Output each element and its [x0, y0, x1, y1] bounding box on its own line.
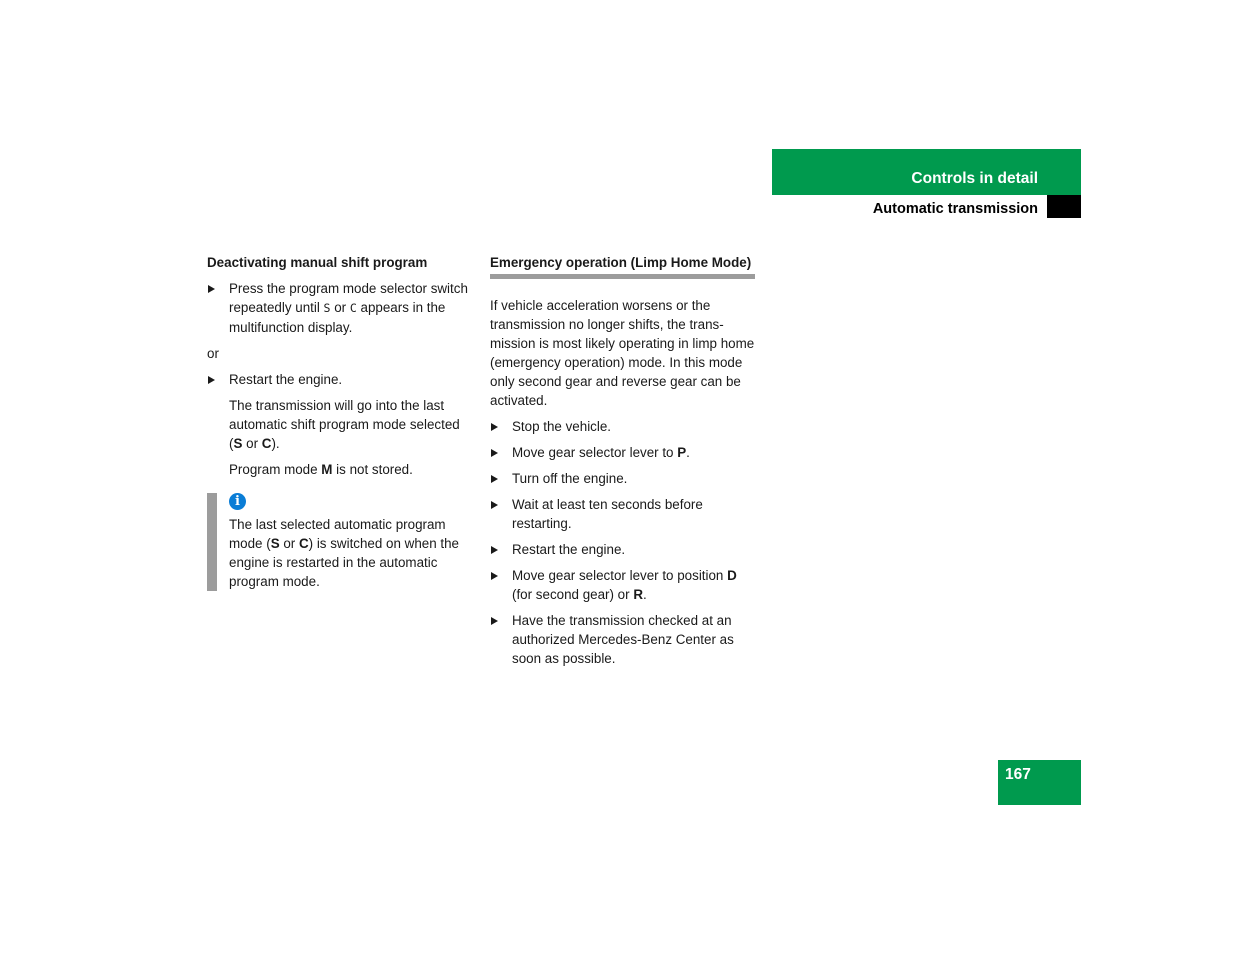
- page-number: 167: [1005, 766, 1031, 783]
- left-heading: Deactivating manual shift program: [207, 255, 428, 270]
- note-bar: [207, 493, 217, 591]
- mid-heading: Emergency operation (Limp Home Mode): [490, 253, 755, 279]
- bullet-arrow-icon: [491, 423, 498, 431]
- left-column: [207, 253, 472, 591]
- step-have-checked: Have the transmission checked at an authorized Mercedes-Benz Center as soon as possible.: [490, 611, 755, 668]
- step-press-selector: Press the program mode selector switch repeatedly until S or C appears in the multifunction display.: [207, 279, 472, 337]
- section-title: Controls in detail: [911, 170, 1038, 187]
- bullet-arrow-icon: [491, 475, 498, 483]
- display-symbol-c: C: [349, 301, 357, 315]
- bullet-arrow-icon: [208, 376, 215, 384]
- mid-intro: If vehicle acceleration worsens or the transmission no longer shifts, the trans-mission is most likely operating in limp home (emergency operation) mode. In this mode only second gear and reverse gear can be activated.: [490, 298, 755, 408]
- result-mode-m: Program mode M is not stored.: [229, 462, 413, 477]
- bullet-arrow-icon: [208, 285, 215, 293]
- or-separator: or: [207, 346, 219, 361]
- step-wait: Wait at least ten seconds before restarting.: [490, 495, 755, 533]
- middle-column: [490, 253, 755, 675]
- subsection-marker: [1047, 195, 1081, 218]
- info-note: [207, 493, 472, 591]
- result-last-mode: The transmission will go into the last automatic shift program mode selected (S or C).: [229, 398, 460, 451]
- note-text: The last selected automatic program mode (S or C) is switched on when the engine is restarted in the automatic program mode.: [229, 517, 460, 589]
- step-turn-off-engine: Turn off the engine.: [490, 469, 755, 488]
- info-icon: i: [229, 493, 246, 510]
- bullet-arrow-icon: [491, 449, 498, 457]
- section-tab: [772, 149, 1081, 195]
- page-number-box: [998, 760, 1081, 805]
- bullet-arrow-icon: [491, 546, 498, 554]
- step-stop-vehicle: Stop the vehicle.: [490, 417, 755, 436]
- bullet-arrow-icon: [491, 501, 498, 509]
- step-restart-engine: Restart the engine.: [207, 370, 472, 389]
- step-lever-p: Move gear selector lever to P.: [490, 443, 755, 462]
- display-symbol-s: S: [323, 301, 331, 315]
- bullet-arrow-icon: [491, 572, 498, 580]
- subsection-title: Automatic transmission: [872, 201, 1038, 217]
- step-lever-d-r: Move gear selector lever to position D (for second gear) or R.: [490, 566, 755, 604]
- step-restart: Restart the engine.: [490, 540, 755, 559]
- bullet-arrow-icon: [491, 617, 498, 625]
